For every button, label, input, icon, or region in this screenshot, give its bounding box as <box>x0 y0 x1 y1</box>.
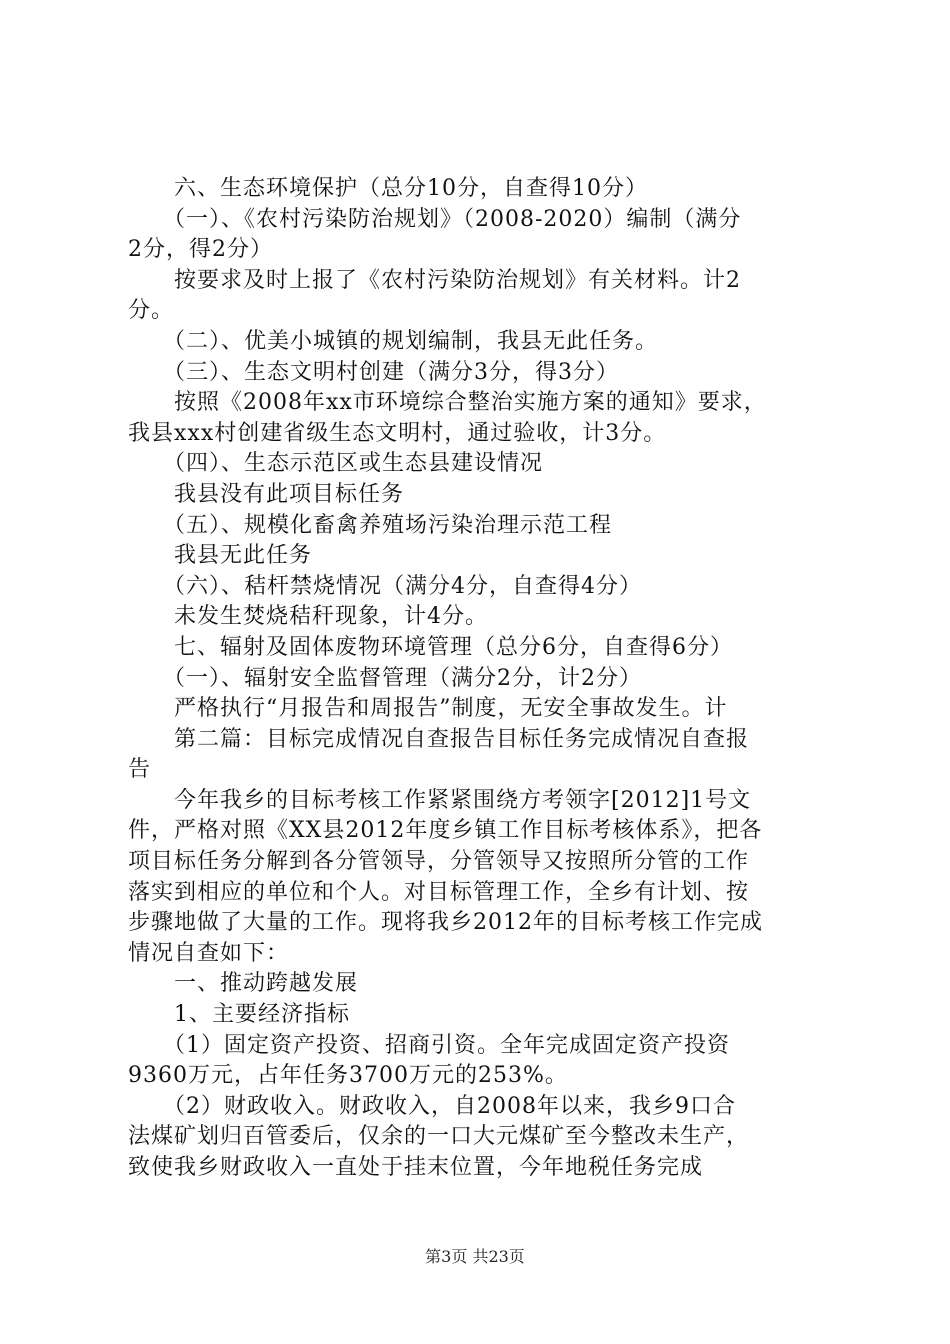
text-line: 今年我乡的目标考核工作紧紧围绕方考领字[2012]1号文 <box>128 787 752 813</box>
text-line: 七、辐射及固体废物环境管理（总分6分，自查得6分） <box>128 634 733 660</box>
text-line: 我县没有此项目标任务 <box>128 481 405 507</box>
text-line: 情况自查如下： <box>128 940 290 966</box>
text-line: 我县无此任务 <box>128 543 313 569</box>
text-line: （四）、生态示范区或生态县建设情况 <box>128 451 544 477</box>
text-line: 项目标任务分解到各分管领导，分管领导又按照所分管的工作 <box>128 849 750 875</box>
text-line: 严格执行“月报告和周报告”制度，无安全事故发生。计 <box>128 696 728 722</box>
text-line: 未发生焚烧秸秆现象，计4分。 <box>128 604 488 630</box>
section-heading: 告 <box>128 757 152 783</box>
text-line: （六）、秸杆禁烧情况（满分4分，自查得4分） <box>128 573 642 599</box>
text-line: 一、推动跨越发展 <box>128 971 359 997</box>
page-number-footer: 第3页 共23页 <box>425 1247 525 1266</box>
text-line: 我县xxx村创建省级生态文明村，通过验收，计3分。 <box>128 420 667 446</box>
text-line: 落实到相应的单位和个人。对目标管理工作，全乡有计划、按 <box>128 879 750 905</box>
text-line: （2）财政收入。财政收入，自2008年以来，我乡9口合 <box>128 1093 736 1119</box>
text-line: （1）固定资产投资、招商引资。全年完成固定资产投资 <box>128 1032 730 1058</box>
text-line: 法煤矿划归百管委后，仅余的一口大元煤矿至今整改未生产， <box>128 1124 750 1150</box>
section-heading: 第二篇：目标完成情况自查报告目标任务完成情况自查报 <box>128 726 750 752</box>
text-line: （一）、《农村污染防治规划》（2008-2020）编制（满分 <box>128 206 742 232</box>
text-line: 步骤地做了大量的工作。现将我乡2012年的目标考核工作完成 <box>128 910 763 936</box>
text-line: （二）、优美小城镇的规划编制，我县无此任务。 <box>128 328 659 354</box>
text-line: 分。 <box>128 298 175 324</box>
text-line: 六、生态环境保护（总分10分，自查得10分） <box>128 176 648 201</box>
text-line: （一）、辐射安全监督管理（满分2分，计2分） <box>128 665 642 691</box>
text-line: 致使我乡财政收入一直处于挂末位置，今年地税任务完成 <box>128 1155 704 1180</box>
text-line: （三）、生态文明村创建（满分3分，得3分） <box>128 359 619 385</box>
text-line: （五）、规模化畜禽养殖场污染治理示范工程 <box>128 512 613 538</box>
text-line: 件，严格对照《XX县2012年度乡镇工作目标考核体系》，把各 <box>128 818 763 844</box>
text-line: 9360万元，占年任务3700万元的253%。 <box>128 1063 568 1089</box>
text-line: 按要求及时上报了《农村污染防治规划》有关材料。计2 <box>128 267 741 293</box>
text-line: 按照《2008年xx市环境综合整治实施方案的通知》要求， <box>128 390 767 416</box>
document-body <box>128 174 838 1184</box>
text-line: 1、主要经济指标 <box>128 1002 350 1028</box>
text-line: 2分，得2分） <box>128 237 273 263</box>
